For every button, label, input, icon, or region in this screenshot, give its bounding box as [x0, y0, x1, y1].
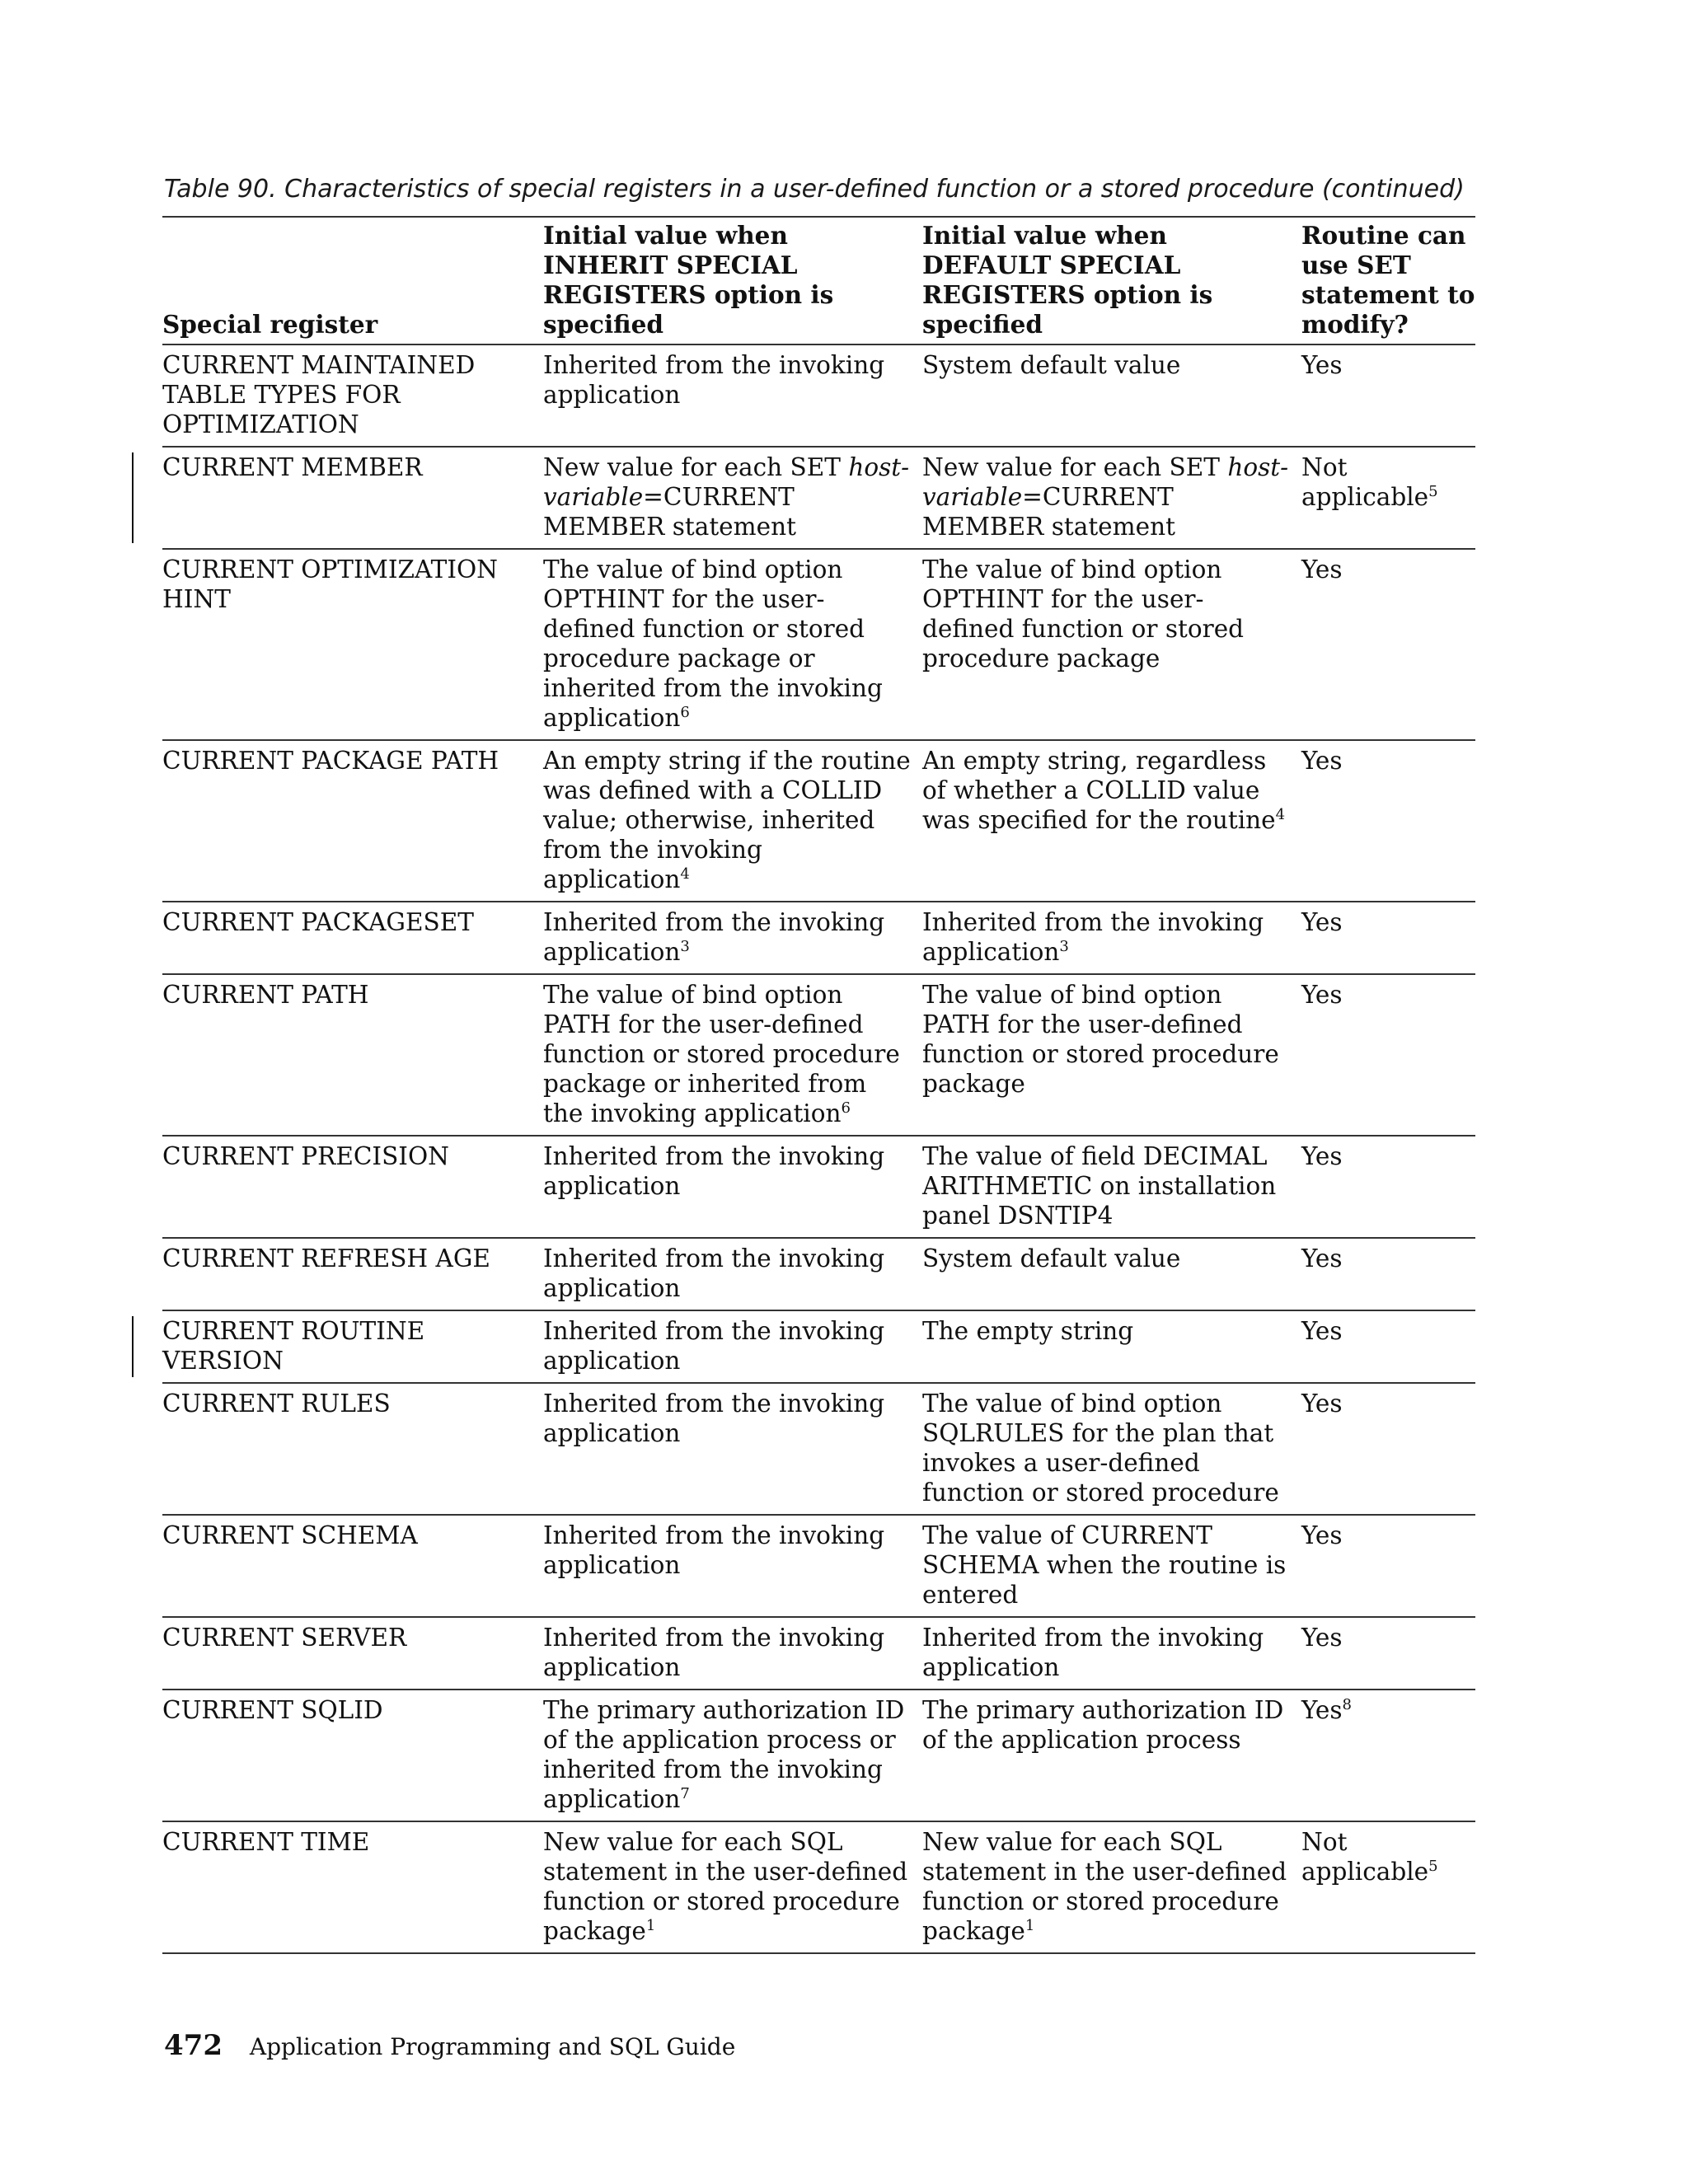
set-modify-cell — [1301, 1515, 1475, 1617]
set-modify-cell — [1301, 1136, 1475, 1238]
footnote-ref: 6 — [680, 704, 690, 721]
page-number: 472 — [164, 2029, 223, 2062]
page-footer — [164, 2029, 735, 2062]
footnote-ref: 4 — [680, 865, 690, 883]
table-row — [162, 1690, 1475, 1821]
modify-value: Yes — [1301, 1142, 1343, 1170]
register-name: CURRENT SERVER — [162, 1624, 407, 1652]
inherit-value-cell — [543, 344, 922, 447]
default-text: An empty string, regardless of whether a COLLID value was specified for the routine — [922, 747, 1276, 834]
header-inherit-value: Initial value when INHERIT SPECIAL REGISTERS option is specified — [543, 221, 834, 339]
header-special-register: Special register — [162, 310, 378, 339]
inherit-value-cell — [543, 549, 922, 740]
inherit-value-cell — [543, 902, 922, 974]
special-registers-table — [162, 216, 1475, 1954]
modify-value: Yes — [1301, 1624, 1343, 1652]
register-name: CURRENT SCHEMA — [162, 1521, 418, 1549]
default-text: Inherited from the invoking application — [922, 1624, 1264, 1681]
inherit-value-cell — [543, 1238, 922, 1310]
inherit-text: Inherited from the invoking application — [543, 1521, 885, 1579]
header-default-value: Initial value when DEFAULT SPECIAL REGISTERS option is specified — [922, 221, 1213, 339]
inherit-value-cell — [543, 447, 922, 549]
default-text: The value of bind option SQLRULES for the plan that invokes a user-defined function or stored procedure — [922, 1390, 1279, 1507]
register-name-cell — [162, 447, 543, 549]
table-row — [162, 549, 1475, 740]
register-name-cell — [162, 1515, 543, 1617]
register-name-cell — [162, 344, 543, 447]
default-text: The value of CURRENT SCHEMA when the routine is entered — [922, 1521, 1287, 1609]
default-text: System default value — [922, 351, 1181, 379]
register-name-cell — [162, 1136, 543, 1238]
table-row — [162, 1515, 1475, 1617]
inherit-text: Inherited from the invoking application — [543, 1390, 885, 1447]
modify-value: Yes — [1301, 747, 1343, 775]
table-caption: Table 90. Characteristics of special registers in a user-defined function or a stored procedure (continued) — [164, 175, 1465, 204]
modify-value: Yes — [1301, 1317, 1343, 1345]
set-modify-cell — [1301, 1617, 1475, 1690]
inherit-emphasis: host-variable — [543, 453, 910, 511]
default-emphasis: host-variable — [922, 453, 1289, 511]
set-modify-cell — [1301, 344, 1475, 447]
table-row — [162, 1136, 1475, 1238]
footnote-ref: 5 — [1428, 1858, 1438, 1875]
modify-value: Yes — [1301, 1244, 1343, 1272]
footnote-ref: 8 — [1342, 1696, 1352, 1713]
default-value-cell — [922, 344, 1301, 447]
inherit-value-cell — [543, 1310, 922, 1383]
modify-value: Yes — [1301, 1390, 1343, 1418]
register-name-cell — [162, 1383, 543, 1515]
default-text: System default value — [922, 1244, 1181, 1272]
default-value-cell — [922, 974, 1301, 1136]
footnote-ref: 1 — [1025, 1917, 1035, 1934]
inherit-text: The value of bind option PATH for the user-defined function or stored procedure package or inherited from the invoking application — [543, 981, 900, 1127]
register-name: CURRENT TIME — [162, 1828, 370, 1856]
table-row — [162, 1310, 1475, 1383]
change-bar — [132, 1316, 134, 1377]
table-row — [162, 344, 1475, 447]
table-row — [162, 1238, 1475, 1310]
modify-value: Not applicable — [1301, 453, 1429, 511]
inherit-text: New value for each SET — [543, 453, 849, 481]
table-body — [162, 344, 1475, 1953]
default-value-cell — [922, 1690, 1301, 1821]
inherit-value-cell — [543, 1690, 922, 1821]
inherit-text: Inherited from the invoking application — [543, 1317, 885, 1375]
table-row — [162, 447, 1475, 549]
register-name-cell — [162, 902, 543, 974]
default-text: The value of field DECIMAL ARITHMETIC on installation panel DSNTIP4 — [922, 1142, 1277, 1230]
table-row — [162, 974, 1475, 1136]
change-bar — [132, 452, 134, 543]
register-name-cell — [162, 740, 543, 902]
register-name-cell — [162, 974, 543, 1136]
register-name: CURRENT SQLID — [162, 1696, 383, 1724]
default-text: New value for each SET — [922, 453, 1228, 481]
default-text: The value of bind option PATH for the user-defined function or stored procedure package — [922, 981, 1279, 1098]
modify-value: Yes — [1301, 351, 1343, 379]
footnote-ref: 6 — [841, 1099, 851, 1117]
register-name: CURRENT ROUTINE VERSION — [162, 1317, 425, 1375]
default-text: The empty string — [922, 1317, 1134, 1345]
set-modify-cell — [1301, 902, 1475, 974]
register-name: CURRENT PRECISION — [162, 1142, 449, 1170]
register-name: CURRENT PATH — [162, 981, 369, 1009]
inherit-value-cell — [543, 1821, 922, 1953]
modify-value: Yes — [1301, 1521, 1343, 1549]
modify-value: Yes — [1301, 555, 1343, 583]
default-value-cell — [922, 1310, 1301, 1383]
default-value-cell — [922, 902, 1301, 974]
default-value-cell — [922, 1617, 1301, 1690]
footnote-ref: 7 — [680, 1785, 690, 1802]
inherit-value-cell — [543, 1515, 922, 1617]
register-name: CURRENT PACKAGESET — [162, 908, 474, 936]
set-modify-cell — [1301, 1383, 1475, 1515]
footnote-ref: 3 — [1059, 938, 1069, 955]
inherit-text: Inherited from the invoking application — [543, 1624, 885, 1681]
table-row — [162, 1383, 1475, 1515]
default-value-cell — [922, 447, 1301, 549]
inherit-value-cell — [543, 1617, 922, 1690]
footnote-ref: 1 — [645, 1917, 656, 1934]
default-value-cell — [922, 1515, 1301, 1617]
default-value-cell — [922, 1238, 1301, 1310]
default-text: The primary authorization ID of the application process — [922, 1696, 1284, 1754]
inherit-text: Inherited from the invoking application — [543, 908, 885, 966]
set-modify-cell — [1301, 1821, 1475, 1953]
footnote-ref: 5 — [1428, 483, 1438, 500]
register-name-cell — [162, 1690, 543, 1821]
inherit-text: An empty string if the routine was defined with a COLLID value; otherwise, inherited from the invoking application — [543, 747, 911, 893]
inherit-value-cell — [543, 1136, 922, 1238]
inherit-value-cell — [543, 740, 922, 902]
table-row — [162, 1821, 1475, 1953]
footnote-ref: 4 — [1275, 806, 1286, 823]
inherit-text: The primary authorization ID of the application process or inherited from the invoking application — [543, 1696, 905, 1813]
register-name: CURRENT RULES — [162, 1390, 391, 1418]
register-name: CURRENT PACKAGE PATH — [162, 747, 499, 775]
table-row — [162, 1617, 1475, 1690]
default-text: New value for each SQL statement in the user-defined function or stored procedure package — [922, 1828, 1287, 1945]
default-value-cell — [922, 1383, 1301, 1515]
default-value-cell — [922, 549, 1301, 740]
register-name: CURRENT MAINTAINED TABLE TYPES FOR OPTIMIZATION — [162, 351, 476, 438]
inherit-text: The value of bind option OPTHINT for the user-defined function or stored procedure package or inherited from the invoking application — [543, 555, 883, 732]
register-name-cell — [162, 1617, 543, 1690]
register-name-cell — [162, 1310, 543, 1383]
set-modify-cell — [1301, 447, 1475, 549]
inherit-text: Inherited from the invoking application — [543, 351, 885, 409]
register-name-cell — [162, 549, 543, 740]
table-row — [162, 740, 1475, 902]
set-modify-cell — [1301, 740, 1475, 902]
inherit-text: New value for each SQL statement in the user-defined function or stored procedure package — [543, 1828, 908, 1945]
inherit-text: =CURRENT MEMBER statement — [543, 483, 796, 541]
table-row — [162, 902, 1475, 974]
book-title: Application Programming and SQL Guide — [249, 2033, 736, 2060]
set-modify-cell — [1301, 1310, 1475, 1383]
register-name-cell — [162, 1821, 543, 1953]
modify-value: Yes — [1301, 908, 1343, 936]
inherit-text: Inherited from the invoking application — [543, 1244, 885, 1302]
footnote-ref: 3 — [680, 938, 690, 955]
set-modify-cell — [1301, 549, 1475, 740]
table-header-row — [162, 217, 1475, 344]
inherit-text: Inherited from the invoking application — [543, 1142, 885, 1200]
default-value-cell — [922, 740, 1301, 902]
register-name: CURRENT OPTIMIZATION HINT — [162, 555, 498, 613]
header-set-modify: Routine can use SET statement to modify? — [1301, 221, 1475, 339]
default-text: The value of bind option OPTHINT for the user-defined function or stored procedure package — [922, 555, 1245, 673]
inherit-value-cell — [543, 974, 922, 1136]
default-value-cell — [922, 1136, 1301, 1238]
default-text: =CURRENT MEMBER statement — [922, 483, 1175, 541]
set-modify-cell — [1301, 974, 1475, 1136]
register-name-cell — [162, 1238, 543, 1310]
set-modify-cell — [1301, 1690, 1475, 1821]
modify-value: Yes — [1301, 981, 1343, 1009]
set-modify-cell — [1301, 1238, 1475, 1310]
register-name: CURRENT MEMBER — [162, 453, 423, 481]
modify-value: Yes — [1301, 1696, 1343, 1724]
default-value-cell — [922, 1821, 1301, 1953]
inherit-value-cell — [543, 1383, 922, 1515]
register-name: CURRENT REFRESH AGE — [162, 1244, 490, 1272]
modify-value: Not applicable — [1301, 1828, 1429, 1886]
default-text: Inherited from the invoking application — [922, 908, 1264, 966]
